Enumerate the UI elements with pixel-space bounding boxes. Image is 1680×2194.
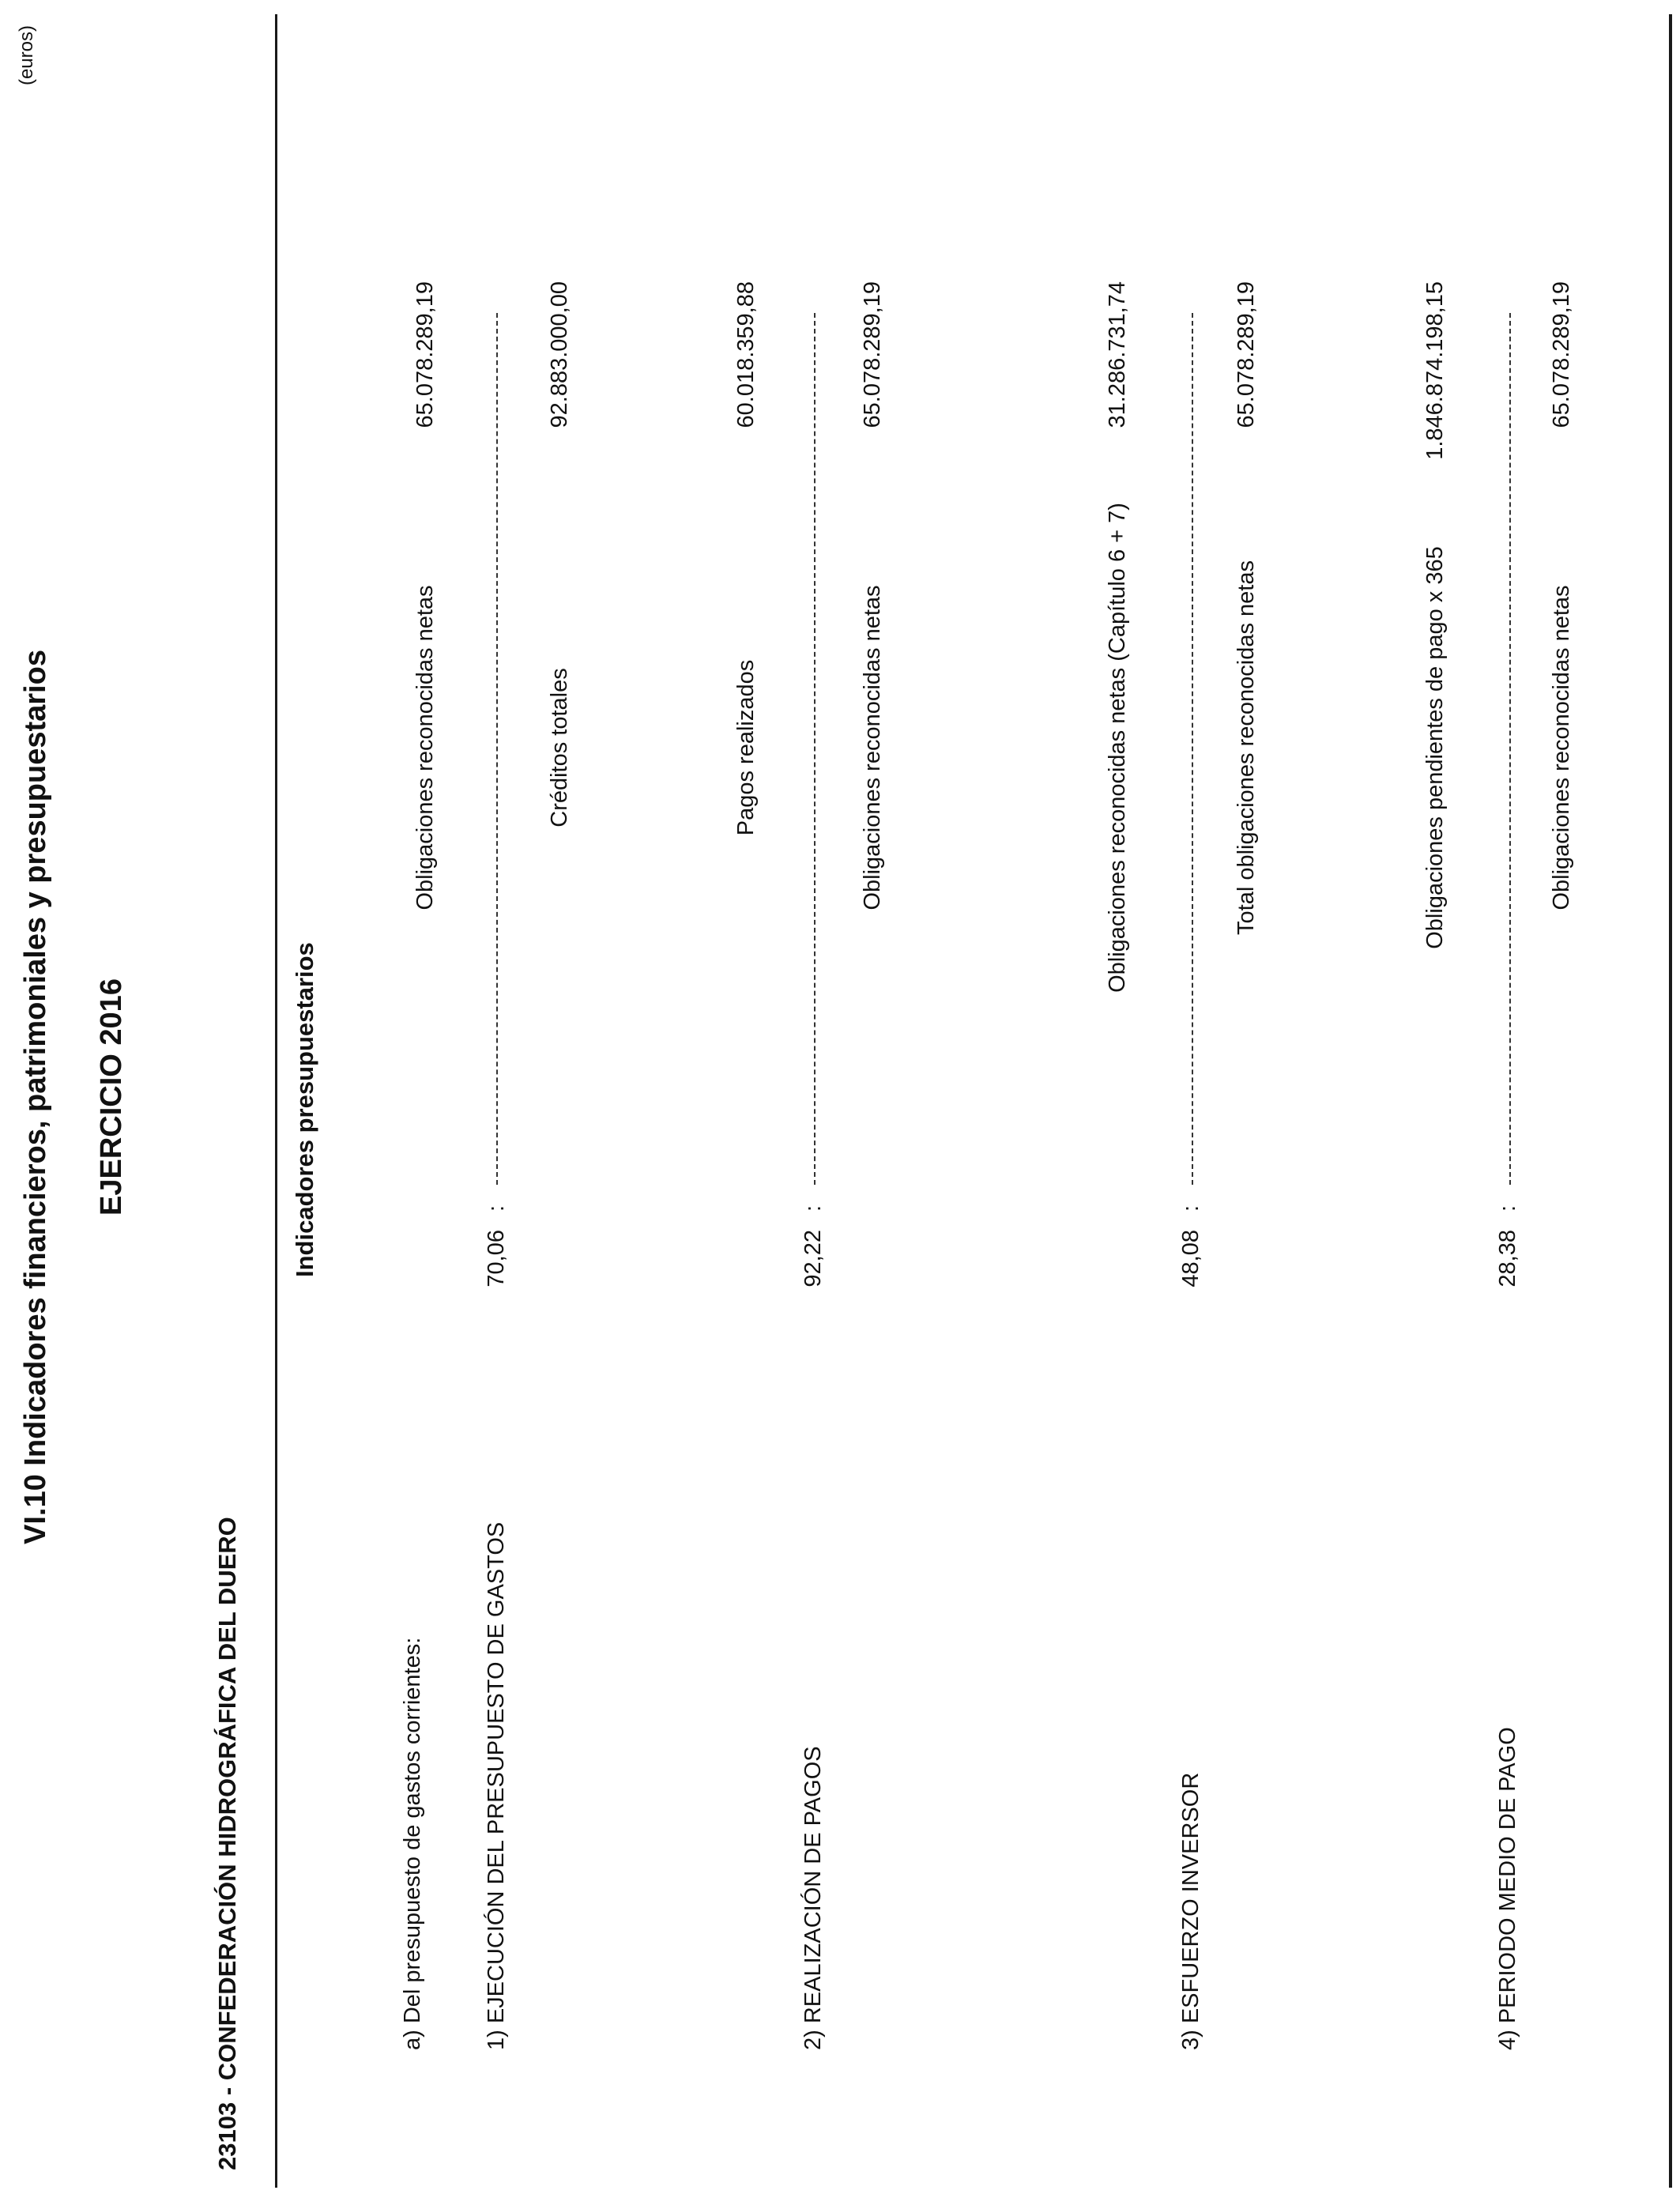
indicator-value: 92,22 xyxy=(800,1230,826,1287)
numerator-label: Obligaciones reconocidas netas xyxy=(412,585,438,910)
indicator-label: 3) ESFUERZO INVERSOR xyxy=(1178,1772,1203,2050)
subsection-label: a) Del presupuesto de gastos corrientes: xyxy=(400,1637,425,2050)
indicator-value: 28,38 xyxy=(1495,1230,1520,1287)
fraction-line xyxy=(496,313,498,1185)
numerator-label: Obligaciones reconocidas netas (Capítulo 6 + 7) xyxy=(1105,503,1130,993)
indicator-colon: : xyxy=(1178,1204,1203,1212)
denominator-label: Total obligaciones reconocidas netas xyxy=(1234,560,1259,935)
numerator-label: Obligaciones pendientes de pago x 365 xyxy=(1422,546,1448,949)
denominator-value: 92.883.000,00 xyxy=(547,281,572,428)
denominator-value: 65.078.289,19 xyxy=(860,281,885,428)
fraction-line xyxy=(1192,313,1193,1185)
denominator-value: 65.078.289,19 xyxy=(1549,281,1574,428)
numerator-value: 60.018.359,88 xyxy=(733,281,759,428)
report-title: VI.10 Indicadores financieros, patrimoniales y presupuestarios xyxy=(19,650,52,1544)
indicator-label: 1) EJECUCIÓN DEL PRESUPUESTO DE GASTOS xyxy=(484,1521,509,2050)
fiscal-year: EJERCICIO 2016 xyxy=(95,978,128,1216)
units-label: (euros) xyxy=(16,25,37,86)
section-title: Indicadores presupuestarios xyxy=(291,942,318,1277)
numerator-value: 1.846.874.198,15 xyxy=(1422,281,1448,460)
fraction-line xyxy=(814,313,816,1185)
denominator-label: Obligaciones reconocidas netas xyxy=(1549,585,1574,910)
indicator-label: 4) PERIODO MEDIO DE PAGO xyxy=(1495,1727,1520,2050)
entity-name: 23103 - CONFEDERACIÓN HIDROGRÁFICA DEL DUERO xyxy=(213,1517,241,2170)
denominator-label: Obligaciones reconocidas netas xyxy=(860,585,885,910)
denominator-label: Créditos totales xyxy=(547,668,572,827)
numerator-value: 31.286.731,74 xyxy=(1105,281,1130,428)
right-border-rule xyxy=(1669,14,1672,2188)
fraction-line xyxy=(1509,313,1511,1185)
header-rule xyxy=(275,14,277,2188)
denominator-value: 65.078.289,19 xyxy=(1234,281,1259,428)
indicator-colon: : xyxy=(484,1204,509,1212)
indicator-colon: : xyxy=(800,1204,826,1212)
numerator-value: 65.078.289,19 xyxy=(412,281,438,428)
indicator-value: 48,08 xyxy=(1178,1230,1203,1287)
indicator-colon: : xyxy=(1495,1204,1520,1212)
indicator-label: 2) REALIZACIÓN DE PAGOS xyxy=(800,1746,826,2050)
indicator-value: 70,06 xyxy=(484,1230,509,1287)
numerator-label: Pagos realizados xyxy=(733,659,759,836)
